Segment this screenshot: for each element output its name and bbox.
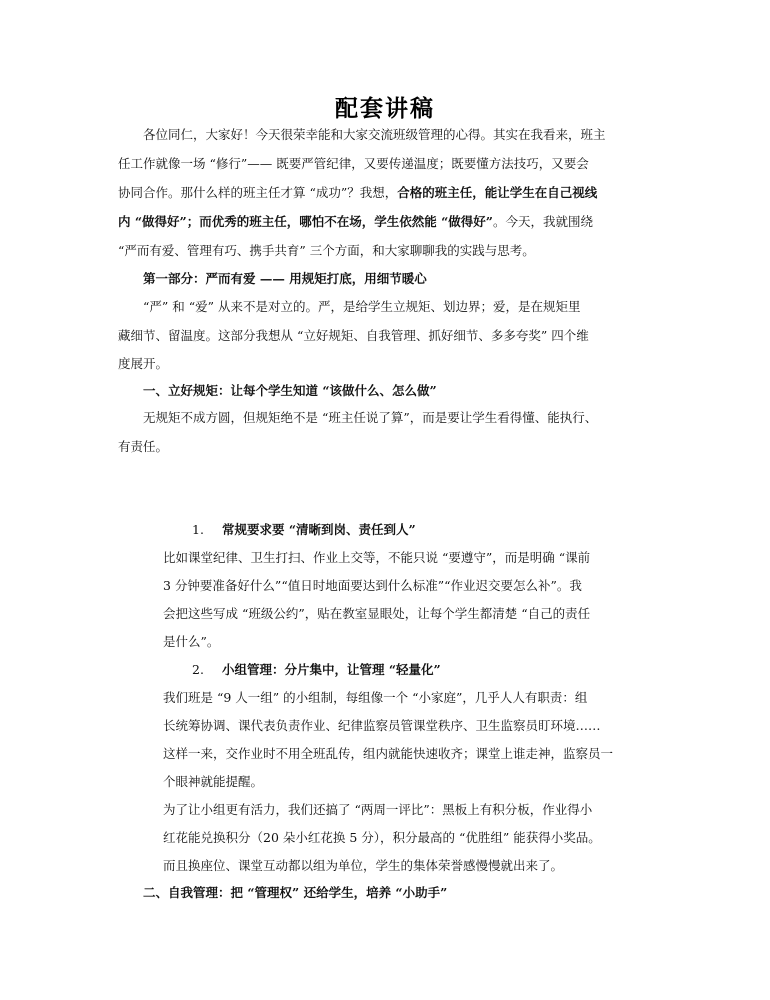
item2-title: 小组管理：分片集中，让管理 “轻量化” bbox=[222, 662, 441, 677]
section2-heading: 二、自我管理：把 “管理权” 还给学生，培养 “小助手” bbox=[143, 885, 448, 900]
page-title: 配套讲稿 bbox=[335, 95, 435, 122]
intro-line-3-text: 协同合作。那什么样的班主任才算 “成功”？我想， bbox=[118, 185, 398, 200]
item1-number: 1. bbox=[192, 522, 204, 537]
item2-number: 2. bbox=[192, 662, 204, 677]
item2-line-5: 为了让小组更有活力，我们还搞了 “两周一评比”：黑板上有积分板，作业得小 bbox=[163, 802, 593, 817]
part1-line-2: 藏细节、留温度。这部分我想从 “立好规矩、自我管理、抓好细节、多多夸奖” 四个维 bbox=[118, 328, 589, 343]
intro-line-3-bold: 合格的班主任，能让学生在自己视线 bbox=[397, 185, 598, 200]
section1-heading: 一、立好规矩：让每个学生知道 “该做什么、怎么做” bbox=[143, 383, 437, 398]
part1-heading: 第一部分：严而有爱 —— 用规矩打底，用细节暖心 bbox=[143, 271, 427, 286]
intro-line-4 bbox=[118, 214, 593, 230]
intro-line-5: “严而有爱、管理有巧、携手共育” 三个方面，和大家聊聊我的实践与思考。 bbox=[118, 243, 535, 258]
item1-heading bbox=[192, 522, 416, 538]
part1-line-1: “严” 和 “爱” 从来不是对立的。严，是给学生立规矩、划边界；爱，是在规矩里 bbox=[143, 299, 581, 314]
item2-heading bbox=[192, 662, 441, 678]
item2-line-2: 长统筹协调、课代表负责作业、纪律监察员管课堂秩序、卫生监察员盯环境…… bbox=[163, 718, 601, 733]
item2-line-4: 个眼神就能提醒。 bbox=[163, 774, 264, 789]
intro-line-2: 任工作就像一场 “修行”—— 既要严管纪律，又要传递温度；既要懂方法技巧，又要会 bbox=[118, 156, 589, 171]
part1-line-3: 度展开。 bbox=[118, 356, 169, 371]
item1-title: 常规要求要 “清晰到岗、责任到人” bbox=[222, 522, 416, 537]
item1-line-3: 会把这些写成 “班级公约”，贴在教室显眼处，让每个学生都清楚 “自己的责任 bbox=[163, 606, 591, 621]
item1-line-4: 是什么”。 bbox=[163, 634, 220, 649]
item2-line-7: 而且换座位、课堂互动都以组为单位，学生的集体荣誉感慢慢就出来了。 bbox=[163, 858, 564, 873]
item2-line-1: 我们班是 “9 人一组” 的小组制，每组像一个 “小家庭”，几乎人人有职责：组 bbox=[163, 690, 588, 705]
item2-line-3: 这样一来，交作业时不用全班乱传，组内就能快速收齐；课堂上谁走神，监察员一 bbox=[163, 746, 614, 761]
intro-line-4-text: 。今天，我就围绕 bbox=[492, 214, 593, 229]
section1-line-1: 无规矩不成方圆，但规矩绝不是 “班主任说了算”，而是要让学生看得懂、能执行、 bbox=[143, 410, 598, 425]
section1-line-2: 有责任。 bbox=[118, 439, 169, 454]
intro-line-4-bold: 内 “做得好”；而优秀的班主任，哪怕不在场，学生依然能 “做得好” bbox=[118, 214, 493, 229]
intro-line-1: 各位同仁，大家好！今天很荣幸能和大家交流班级管理的心得。其实在我看来，班主 bbox=[143, 127, 606, 142]
item1-line-1: 比如课堂纪律、卫生打扫、作业上交等，不能只说 “要遵守”，而是明确 “课前 bbox=[163, 550, 591, 565]
item2-line-6: 红花能兑换积分（20 朵小红花换 5 分），积分最高的 “优胜组” 能获得小奖品。 bbox=[163, 830, 601, 845]
intro-line-3 bbox=[118, 185, 597, 201]
item1-line-2: 3 分钟要准备好什么”“值日时地面要达到什么标准”“作业迟交要怎么补”。我 bbox=[163, 578, 582, 593]
